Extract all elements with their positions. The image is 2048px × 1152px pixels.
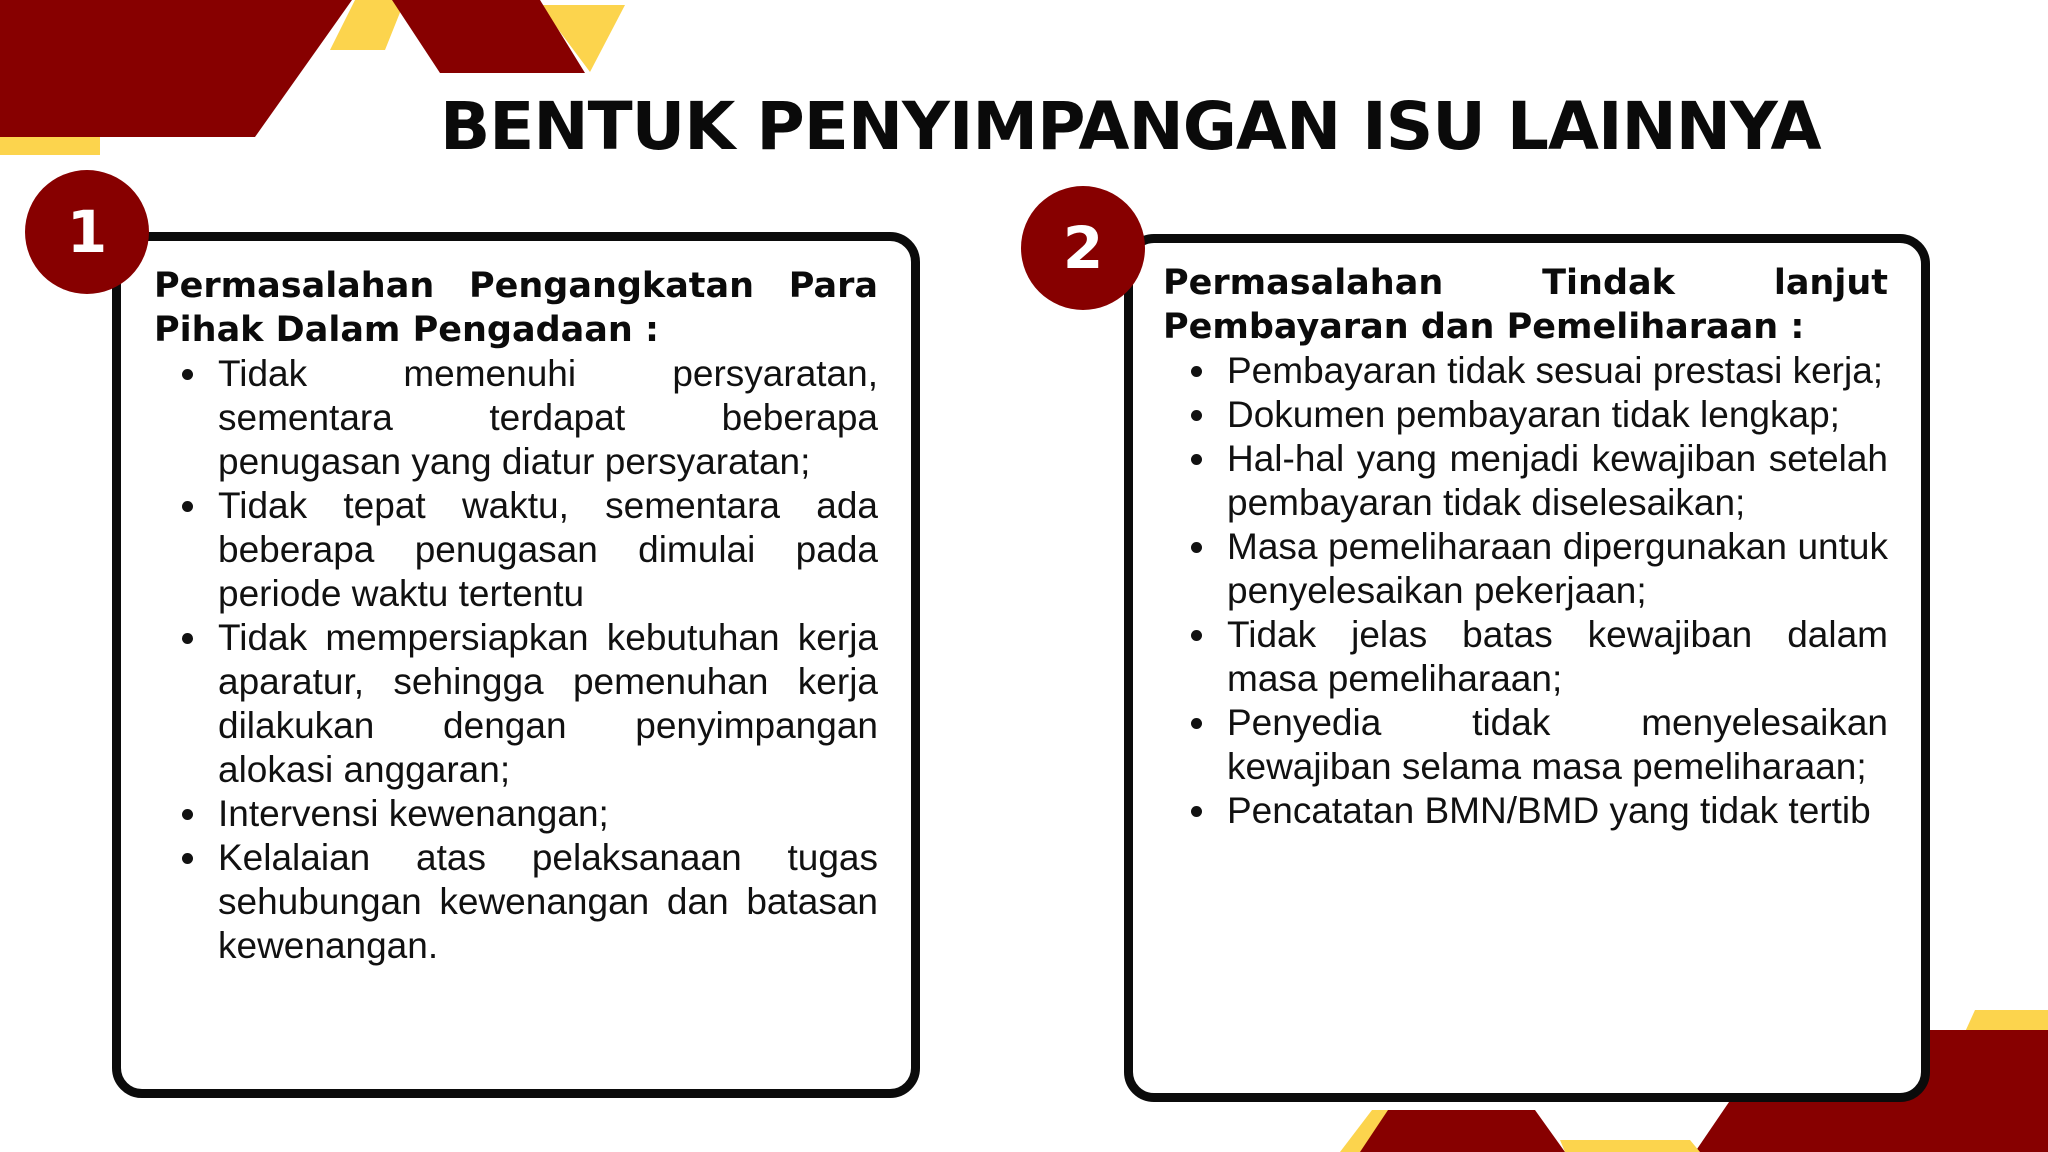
bullet-icon (1191, 410, 1202, 421)
bullet-icon (1191, 630, 1202, 641)
list-item (154, 836, 878, 968)
list-item-text: Intervensi kewenangan; (218, 793, 609, 834)
bullet-icon (1191, 718, 1202, 729)
list-item (154, 352, 878, 484)
list-item-text: Dokumen pembayaran tidak lengkap; (1227, 394, 1840, 435)
bullet-icon (182, 809, 193, 820)
bullet-icon (1191, 366, 1202, 377)
list-item (1163, 789, 1888, 833)
list-item-text: Masa pemeliharaan dipergunakan untuk penyelesaikan pekerjaan; (1227, 526, 1888, 611)
card-1-list (154, 352, 878, 968)
page-title: BENTUK PENYIMPANGAN ISU LAINNYA (440, 88, 1821, 165)
card-1-content (154, 264, 878, 968)
list-item-text: Kelalaian atas pelaksanaan tugas sehubungan kewenangan dan batasan kewenangan. (218, 837, 878, 966)
list-item (1163, 525, 1888, 613)
list-item-text: Tidak memenuhi persyaratan, sementara terdapat beberapa penugasan yang diatur persyaratan; (218, 353, 878, 482)
list-item-text: Tidak jelas batas kewajiban dalam masa pemeliharaan; (1227, 614, 1888, 699)
bullet-icon (182, 853, 193, 864)
deco-maroon-top-left (0, 0, 352, 137)
list-item (1163, 393, 1888, 437)
bullet-icon (182, 369, 193, 380)
list-item (1163, 613, 1888, 701)
bullet-icon (1191, 454, 1202, 465)
card-2-list (1163, 349, 1888, 833)
card-1-heading: Permasalahan Pengangkatan Para Pihak Dalam Pengadaan : (154, 266, 878, 350)
list-item-text: Tidak tepat waktu, sementara ada beberapa penugasan dimulai pada periode waktu tertentu (218, 485, 878, 614)
list-item-text: Tidak mempersiapkan kebutuhan kerja aparatur, sehingga pemenuhan kerja dilakukan dengan penyimpangan alokasi anggaran; (218, 617, 878, 790)
card-2-content (1163, 261, 1888, 833)
list-item (1163, 437, 1888, 525)
list-item (154, 792, 878, 836)
list-item-text: Pencatatan BMN/BMD yang tidak tertib (1227, 790, 1871, 831)
bullet-icon (1191, 806, 1202, 817)
list-item (154, 484, 878, 616)
bullet-icon (182, 501, 193, 512)
list-item-text: Hal-hal yang menjadi kewajiban setelah pembayaran tidak diselesaikan; (1227, 438, 1888, 523)
list-item (1163, 349, 1888, 393)
list-item-text: Pembayaran tidak sesuai prestasi kerja; (1227, 350, 1884, 391)
deco-yellow-bottom-mid (1560, 1140, 1700, 1152)
bullet-icon (1191, 542, 1202, 553)
list-item (1163, 701, 1888, 789)
number-badge-1: 1 (25, 170, 149, 294)
bullet-icon (182, 633, 193, 644)
card-2-heading: Permasalahan Tindak lanjut Pembayaran dan Pemeliharaan : (1163, 263, 1888, 347)
list-item (154, 616, 878, 792)
number-badge-2: 2 (1021, 186, 1145, 310)
list-item-text: Penyedia tidak menyelesaikan kewajiban selama masa pemeliharaan; (1227, 702, 1888, 787)
deco-yellow-bottom-right-top (1965, 1010, 2048, 1032)
deco-maroon-bottom-mid (1360, 1110, 1565, 1152)
